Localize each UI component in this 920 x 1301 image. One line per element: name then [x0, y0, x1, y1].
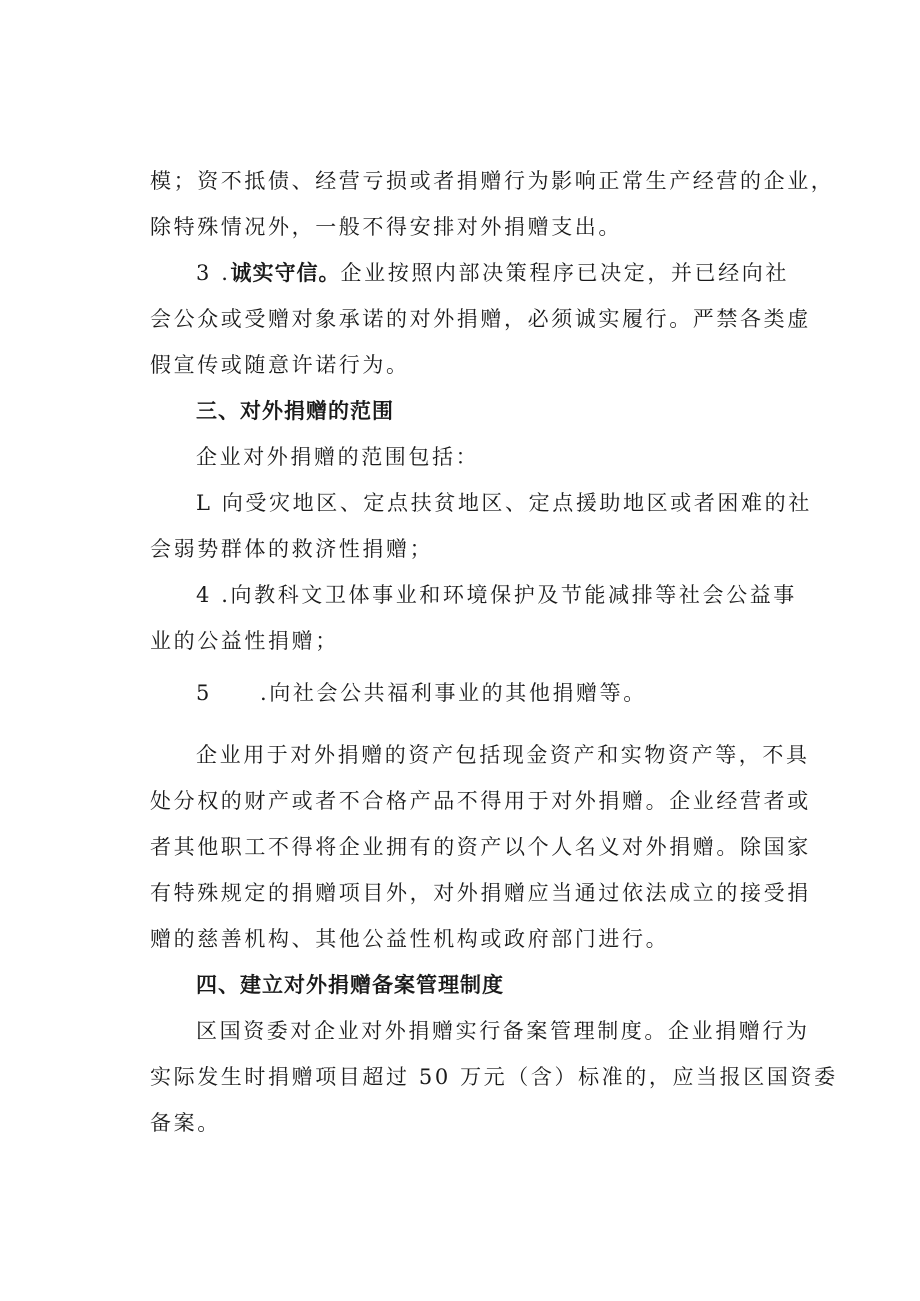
- list-item-3-number: 5: [196, 681, 212, 705]
- section-4-paragraph-line: 实际发生时捐赠项目超过 50 万元（含）标准的，应当报区国资委: [150, 1065, 838, 1089]
- paragraph-line: 除特殊情况外，一般不得安排对外捐赠支出。: [150, 215, 622, 239]
- document-page: [150, 158, 838, 1146]
- paragraph-line: 模；资不抵债、经营亏损或者捐赠行为影响正常生产经营的企业，: [150, 169, 835, 193]
- principle-3-title: 诚实守信。: [230, 261, 341, 285]
- section-4-heading: 四、建立对外捐赠备案管理制度: [196, 973, 504, 997]
- section-4-paragraph-line: 备案。: [150, 1111, 221, 1135]
- principle-3-number: 3 .: [196, 261, 231, 285]
- list-item-1-continued: 会弱势群体的救济性捐赠；: [150, 537, 434, 561]
- list-item-3-text: .向社会公共福利事业的其他捐赠等。: [259, 681, 647, 705]
- assets-paragraph-line: 赠的慈善机构、其他公益性机构或政府部门进行。: [150, 927, 670, 951]
- assets-paragraph-line: 者其他职工不得将企业拥有的资产以个人名义对外捐赠。除国家: [150, 835, 811, 859]
- principle-3-line: [150, 250, 800, 296]
- principle-3-text: 企业按照内部决策程序已决定，并已经向社: [340, 261, 789, 285]
- assets-paragraph-line: 企业用于对外捐赠的资产包括现金资产和实物资产等，不具: [196, 743, 810, 767]
- assets-paragraph-line: 有特殊规定的捐赠项目外，对外捐赠应当通过依法成立的接受捐: [150, 881, 811, 905]
- paragraph-line: 假宣传或随意许诺行为。: [150, 353, 410, 377]
- list-item-2-continued: 业的公益性捐赠；: [150, 629, 339, 653]
- section-3-heading: 三、对外捐赠的范围: [196, 399, 394, 423]
- paragraph-line: 会公众或受赠对象承诺的对外捐赠，必须诚实履行。严禁各类虚: [150, 307, 811, 331]
- section-3-intro: 企业对外捐赠的范围包括：: [196, 445, 480, 469]
- assets-paragraph-line: 处分权的财产或者不合格产品不得用于对外捐赠。企业经营者或: [150, 789, 811, 813]
- list-item-2: 4 .向教科文卫体事业和环境保护及节能减排等社会公益事: [196, 583, 797, 607]
- section-4-paragraph-line: 区国资委对企业对外捐赠实行备案管理制度。企业捐赠行为: [196, 1019, 810, 1043]
- list-item-1: L 向受灾地区、定点扶贫地区、定点援助地区或者困难的社: [196, 491, 812, 515]
- list-item-3: [150, 670, 800, 716]
